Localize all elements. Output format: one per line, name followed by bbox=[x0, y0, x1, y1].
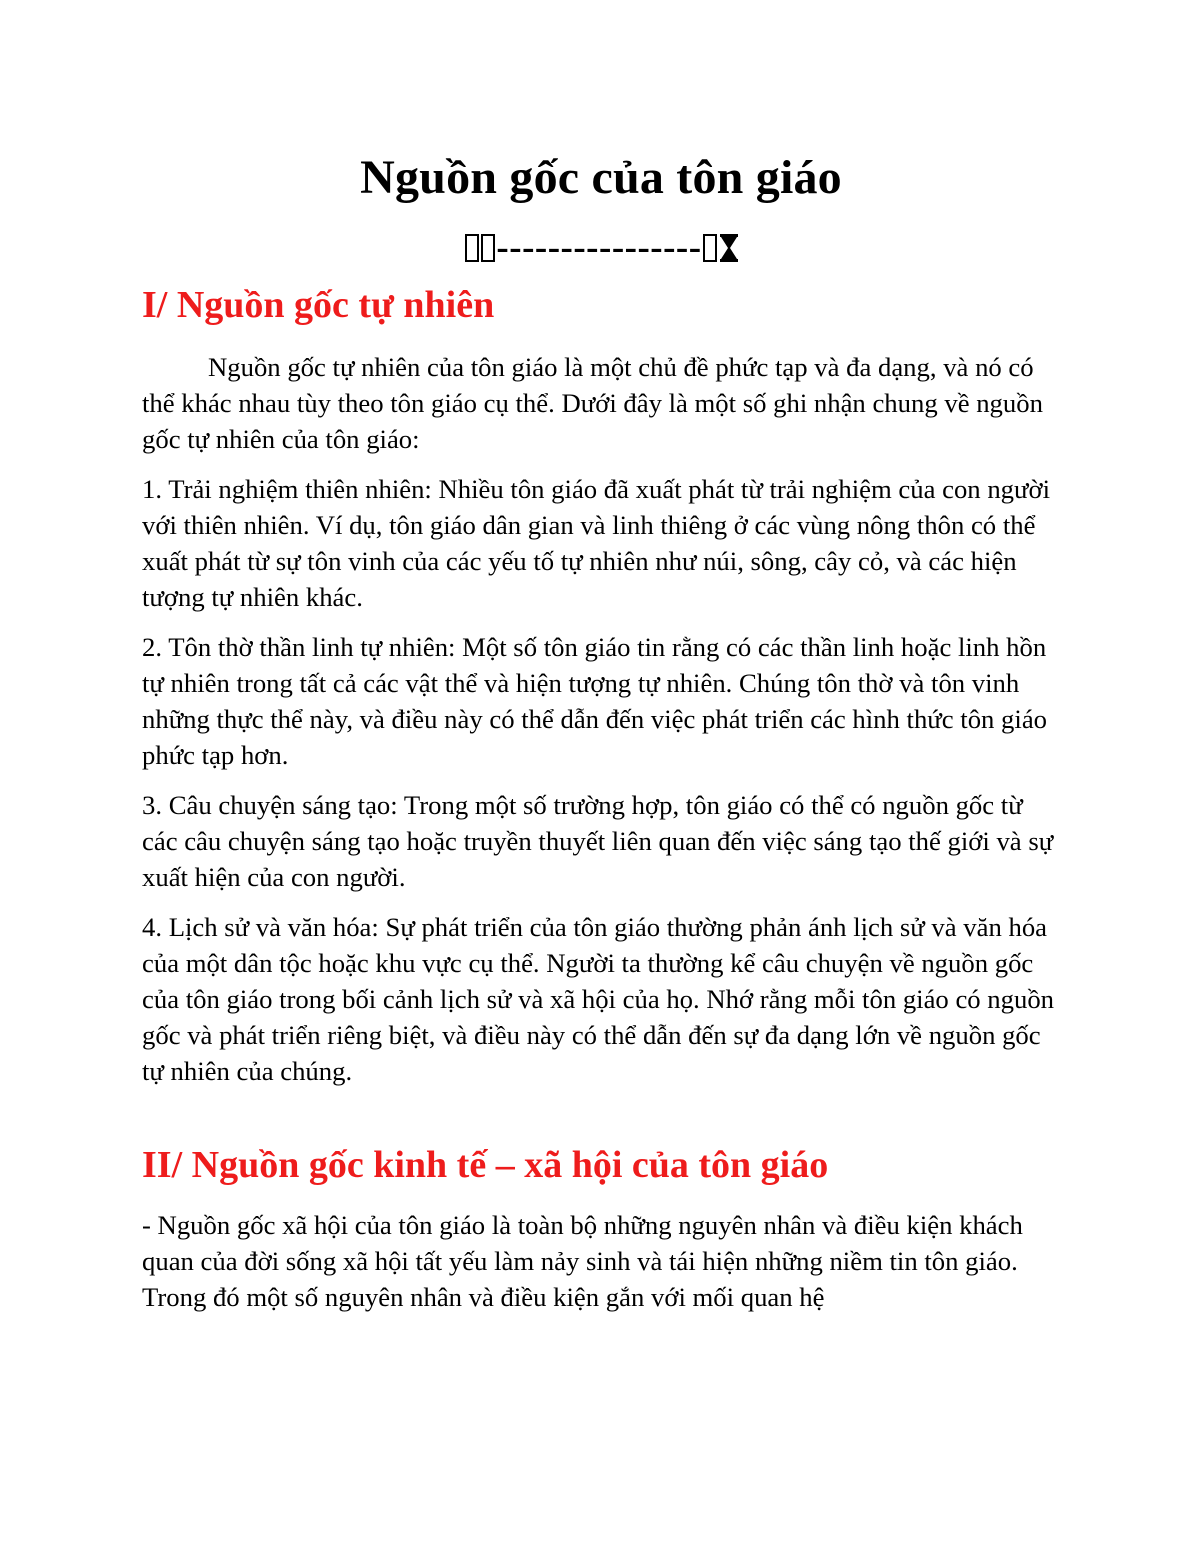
section-1-intro-paragraph: Nguồn gốc tự nhiên của tôn giáo là một chủ đề phức tạp và đa dạng, và nó có thể khác nhau tùy theo tôn giáo cụ thể. Dưới đây là một số ghi nhận chung về nguồn gốc tự nhiên của tôn giáo: bbox=[142, 352, 1043, 454]
section-1-item-4: 4. Lịch sử và văn hóa: Sự phát triển của tôn giáo thường phản ánh lịch sử và văn hóa của một dân tộc hoặc khu vực cụ thể. Người ta thường kể câu chuyện về nguồn gốc của tôn giáo trong bối cảnh lịch sử và xã hội của họ. Nhớ rằng mỗi tôn giáo có nguồn gốc và phát triển riêng biệt, và điều này có thể dẫn đến sự đa dạng lớn về nguồn gốc tự nhiên của chúng. bbox=[142, 912, 1055, 1086]
section-2-paragraph: - Nguồn gốc xã hội của tôn giáo là toàn bộ những nguyên nhân và điều kiện khách quan của đời sống xã hội tất yếu làm nảy sinh và tái hiện những niềm tin tôn giáo. Trong đó một số nguyên nhân và điều kiện gắn với mối quan hệ bbox=[142, 1210, 1023, 1312]
divider-dashes: ---------------- bbox=[496, 227, 702, 268]
title-divider bbox=[142, 226, 1060, 270]
section-heading-socioeconomic-origin: II/ Nguồn gốc kinh tế – xã hội của tôn giáo bbox=[142, 1144, 829, 1186]
section-heading-natural-origin: I/ Nguồn gốc tự nhiên bbox=[142, 284, 495, 326]
section-1-item-2: 2. Tôn thờ thần linh tự nhiên: Một số tôn giáo tin rằng có các thần linh hoặc linh hồn tự nhiên trong tất cả các vật thể và hiện tượng tự nhiên. Chúng tôn thờ và tôn vinh những thực thể này, và điều này có thể dẫn đến việc phát triển các hình thức tôn giáo phức tạp hơn. bbox=[142, 632, 1048, 770]
box-glyph-icon bbox=[481, 234, 495, 262]
box-glyph-icon bbox=[465, 234, 479, 262]
section-1-item-1: 1. Trải nghiệm thiên nhiên: Nhiều tôn giáo đã xuất phát từ trải nghiệm của con người với thiên nhiên. Ví dụ, tôn giáo dân gian và linh thiêng ở các vùng nông thôn có thể xuất phát từ sự tôn vinh của các yếu tố tự nhiên như núi, sông, cây cỏ, và các hiện tượng tự nhiên khác. bbox=[142, 474, 1050, 612]
section-1-item-3: 3. Câu chuyện sáng tạo: Trong một số trường hợp, tôn giáo có thể có nguồn gốc từ các câu chuyện sáng tạo hoặc truyền thuyết liên quan đến việc sáng tạo thế giới và sự xuất hiện của con người. bbox=[142, 790, 1054, 892]
box-glyph-icon bbox=[703, 234, 717, 262]
document-title: Nguồn gốc của tôn giáo bbox=[360, 151, 842, 204]
hourglass-icon bbox=[720, 234, 738, 262]
